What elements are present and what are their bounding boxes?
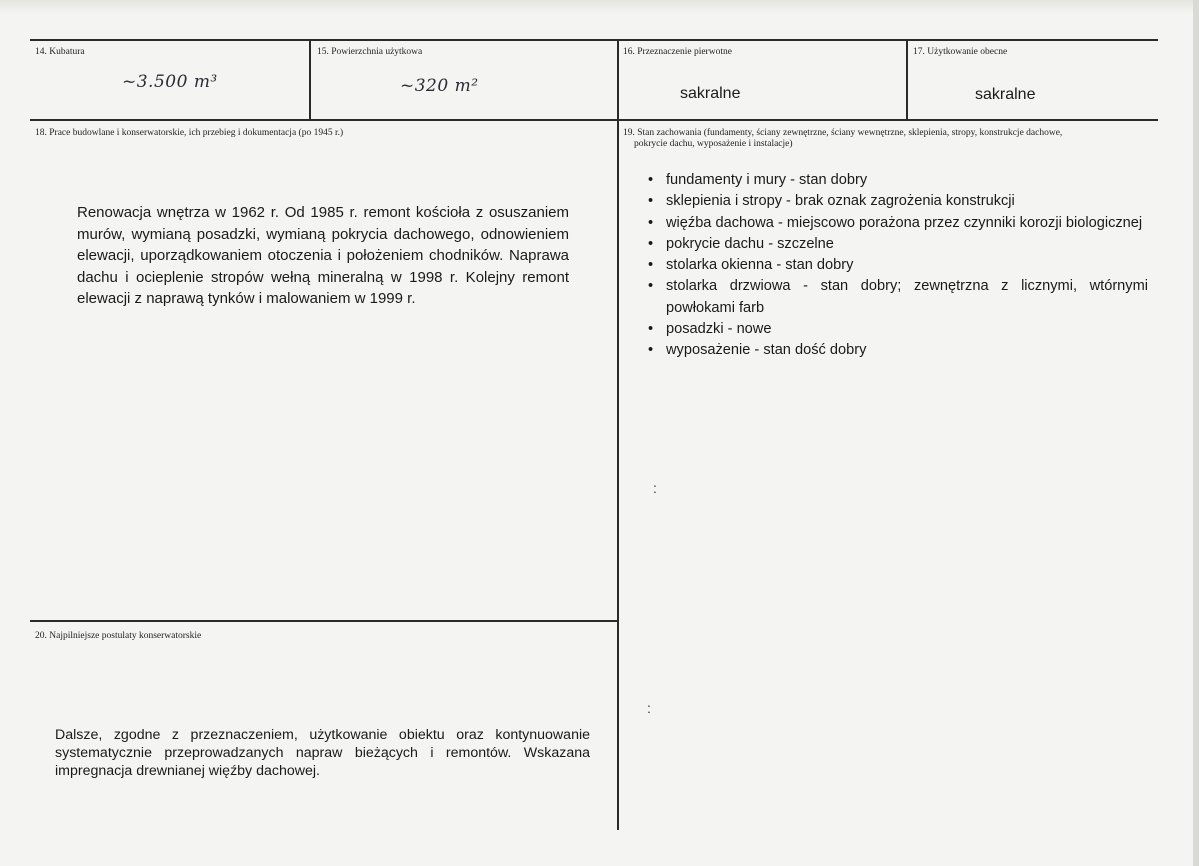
condition-item (648, 191, 1148, 212)
condition-item-text: wyposażenie - stan dość dobry (666, 342, 867, 359)
field15-label: 15. Powierzchnia użytkowa (317, 47, 423, 57)
divider-14-15 (309, 40, 311, 120)
field14-value: ~3.500 m³ (122, 72, 218, 92)
field15-value: ~320 m² (400, 76, 479, 96)
field14-label: 14. Kubatura (35, 47, 85, 57)
condition-item (648, 170, 1148, 191)
bullet-icon: • (648, 278, 654, 295)
field20-label: 20. Najpilniejsze postulaty konserwatorskie (35, 631, 202, 641)
field17-value: sakralne (975, 86, 1036, 103)
condition-item (648, 213, 1148, 234)
condition-item-text: posadzki - nowe (666, 321, 772, 338)
bullet-icon: • (648, 321, 654, 338)
condition-item (648, 340, 1148, 361)
bullet-icon: • (648, 214, 654, 231)
scan-top-edge (0, 0, 1199, 14)
divider-main (617, 40, 619, 830)
field17-label: 17. Użytkowanie obecne (913, 47, 1008, 57)
condition-item-text: pokrycie dachu - szczelne (666, 235, 834, 252)
scan-speck: : (653, 480, 657, 496)
condition-item-text: więźba dachowa - miejscowo porażona przez czynniki korozji biologicznej (666, 214, 1143, 231)
condition-item (648, 276, 1148, 319)
bullet-icon: • (648, 172, 654, 188)
field16-label: 16. Przeznaczenie pierwotne (623, 47, 732, 57)
condition-item-text: stolarka okienna - stan dobry (666, 257, 854, 274)
condition-item-text: stolarka drzwiowa - stan dobry; zewnętrzna z licznymi, wtórnymi powłokami farb (666, 278, 1148, 316)
divider-16-17 (906, 40, 908, 120)
section20-top-rule (30, 620, 618, 622)
field16-value: sakralne (680, 85, 741, 102)
bullet-icon: • (648, 193, 654, 210)
bullet-icon: • (648, 235, 654, 252)
condition-item-text: fundamenty i mury - stan dobry (666, 172, 868, 188)
field19-label-line2: pokrycie dachu, wyposażenie i instalacje) (634, 139, 793, 149)
field18-text: Renowacja wnętrza w 1962 r. Od 1985 r. remont kościoła z osuszaniem murów, wymianą posadzki, wymianą pokrycia dachowego, odnowieniem elewacji, uporządkowaniem otoczenia i położeniem chodników. Naprawa dachu i ocieplenie stropów wełną mineralną w 1998 r. Kolejny remont elewacji z naprawą tynków i malowaniem w 1999 r. (77, 204, 569, 307)
field18-label: 18. Prace budowlane i konserwatorskie, ich przebieg i dokumentacja (po 1945 r.) (35, 128, 344, 138)
condition-item (648, 319, 1148, 340)
condition-list (648, 170, 1148, 362)
condition-item (648, 234, 1148, 255)
bullet-icon: • (648, 257, 654, 274)
field20-text: Dalsze, zgodne z przeznaczeniem, użytkowanie obiektu oraz kontynuowanie systematycznie przeprowadzanych napraw bieżących i remontów. Wskazana impregnacja drewnianej więźby dachowej. (55, 727, 590, 779)
scan-right-edge (1193, 0, 1199, 866)
condition-item (648, 255, 1148, 276)
row1-bottom-rule (30, 119, 1158, 121)
scan-speck: : (647, 700, 651, 716)
top-rule (30, 39, 1158, 41)
condition-item-text: sklepienia i stropy - brak oznak zagrożenia konstrukcji (666, 193, 1015, 210)
field19-label-line1: 19. Stan zachowania (fundamenty, ściany zewnętrzne, ściany wewnętrzne, sklepienia, stropy, konstrukcje dachowe, (623, 128, 1063, 138)
bullet-icon: • (648, 342, 654, 359)
